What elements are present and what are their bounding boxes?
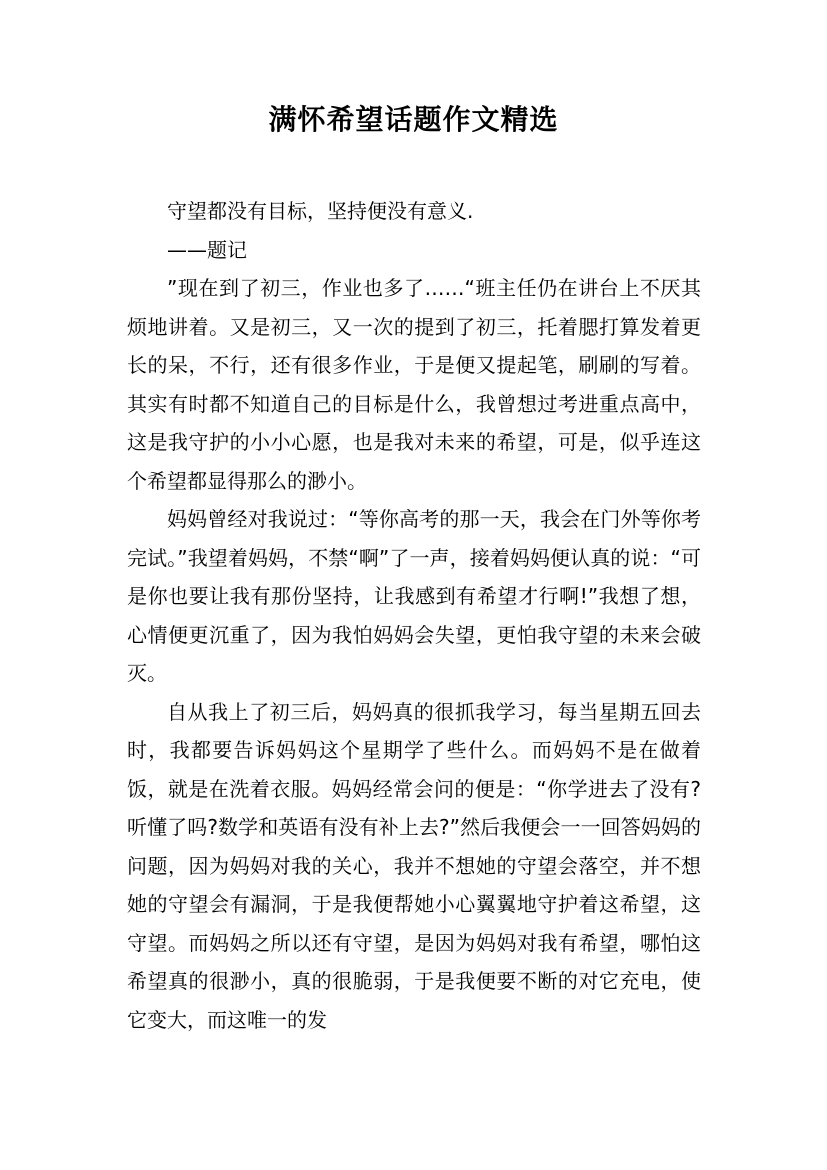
paragraph-epigraph-attribution: ——题记 bbox=[167, 237, 247, 262]
paragraph-1: ”现在到了初三，作业也多了……“班主任仍在讲台上不厌其烦地讲着。又是初三，又一次的提到了初三，托着腮打算发着更长的呆，不行，还有很多作业，于是便又提起笔，刷刷的写着。其实有时都不知道自己的目标是什么，我曾想过考进重点高中，这是我守护的小小心愿，也是我对未来的希望，可是，似乎连这个希望都显得那么的渺小。 bbox=[127, 276, 701, 493]
paragraph-epigraph: 守望都没有目标，坚持便没有意义. bbox=[167, 199, 474, 223]
paragraph-3: 自从我上了初三后，妈妈真的很抓我学习，每当星期五回去时，我都要告诉妈妈这个星期学了些什么。而妈妈不是在做着饭，就是在洗着衣服。妈妈经常会问的便是：“你学进去了没有?听懂了吗?数学和英语有没有补上去?”然后我便会一一回答妈妈的问题，因为妈妈对我的关心，我并不想她的守望会落空，并不想她的守望会有漏洞，于是我便帮她小心翼翼地守护着这希望，这守望。而妈妈之所以还有守望，是因为妈妈对我有希望，哪怕这希望真的很渺小，真的很脆弱，于是我便要不断的对它充电，使它变大，而这唯一的发 bbox=[127, 699, 701, 1032]
document-body bbox=[127, 192, 701, 1039]
paragraph-2: 妈妈曾经对我说过：“等你高考的那一天，我会在门外等你考完试。”我望着妈妈，不禁“啊”了一声，接着妈妈便认真的说：“可是你也要让我有那份坚持，让我感到有希望才行啊!”我想了想，心情便更沉重了，因为我怕妈妈会失望，更怕我守望的未来会破灭。 bbox=[127, 507, 701, 685]
document-title: 满怀希望话题作文精选 bbox=[268, 103, 559, 136]
